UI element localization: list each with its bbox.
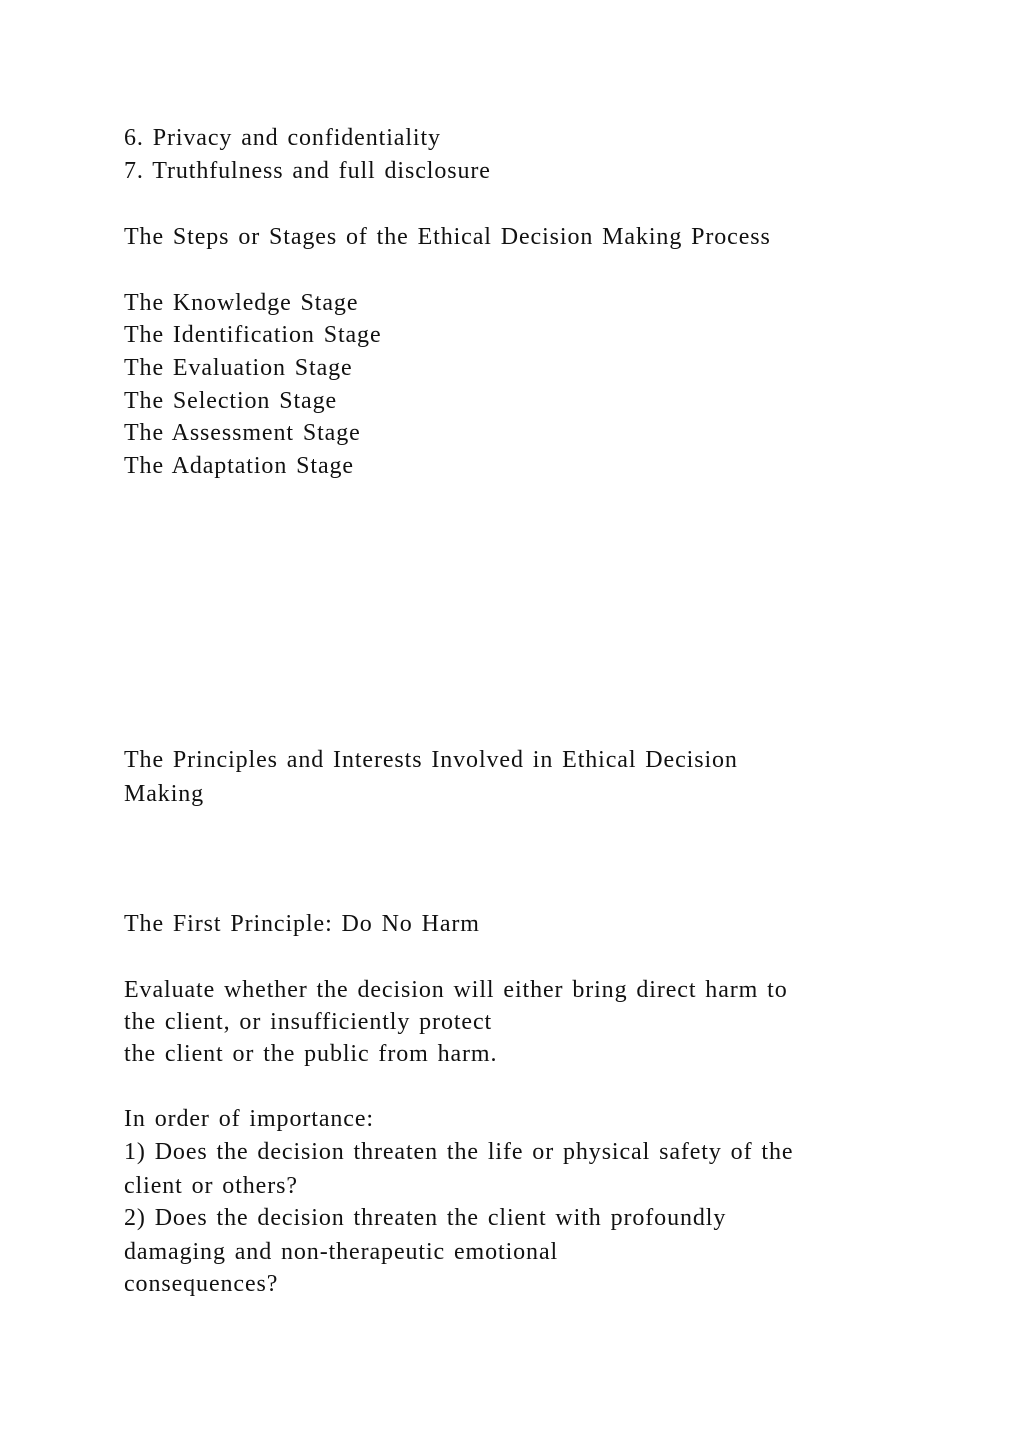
stage-assessment: The Assessment Stage: [124, 420, 361, 446]
principles-heading-line-2: Making: [124, 781, 205, 807]
stage-adaptation: The Adaptation Stage: [124, 453, 354, 479]
importance-line-3: 2) Does the decision threaten the client with profoundly: [124, 1205, 727, 1231]
importance-line-2: client or others?: [124, 1173, 298, 1199]
stage-selection: The Selection Stage: [124, 388, 338, 414]
stage-identification: The Identification Stage: [124, 322, 382, 348]
first-principle-heading: The First Principle: Do No Harm: [124, 911, 480, 937]
stages-heading: The Steps or Stages of the Ethical Decision Making Process: [124, 224, 771, 250]
evaluate-line-2: the client, or insufficiently protect: [124, 1009, 493, 1035]
importance-line-5: consequences?: [124, 1271, 279, 1297]
stage-evaluation: The Evaluation Stage: [124, 355, 353, 381]
list-item-privacy: 6. Privacy and confidentiality: [124, 125, 441, 151]
principles-heading-line-1: The Principles and Interests Involved in Ethical Decision: [124, 747, 738, 773]
importance-line-4: damaging and non-therapeutic emotional: [124, 1239, 559, 1265]
evaluate-line-1: Evaluate whether the decision will either bring direct harm to: [124, 977, 788, 1003]
stage-knowledge: The Knowledge Stage: [124, 290, 359, 316]
evaluate-line-3: the client or the public from harm.: [124, 1041, 498, 1067]
importance-line-1: 1) Does the decision threaten the life or physical safety of the: [124, 1139, 794, 1165]
list-item-truthfulness: 7. Truthfulness and full disclosure: [124, 158, 491, 184]
importance-intro: In order of importance:: [124, 1106, 374, 1132]
